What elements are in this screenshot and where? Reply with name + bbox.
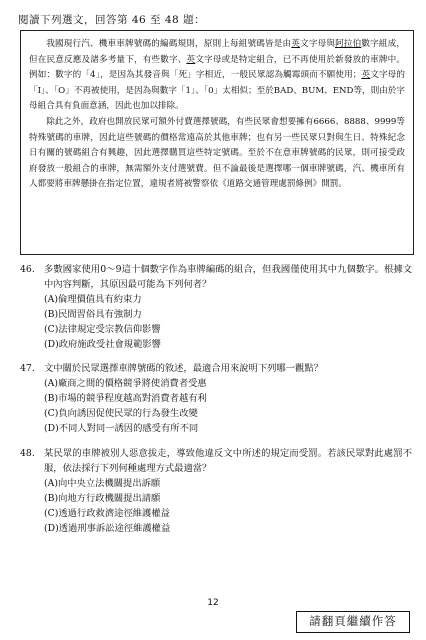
option-list <box>44 292 412 352</box>
proper-noun-underlined: 英 <box>291 39 301 49</box>
passage-text-segment: 文字母與 <box>300 39 336 49</box>
option-b[interactable]: (B)民間習俗具有強制力 <box>44 309 142 320</box>
option-list <box>44 376 412 436</box>
passage-paragraph-2: 除此之外，政府也開放民眾可額外付費選擇號碼，有些民眾會想要擁有6666、8888、9999等特殊號碼的車牌，因此這些號碼的價格常遠高於其他車牌；也有另一些民眾只對與生日、特殊紀念日有關的號碼組合有興趣，因此選擇購買這些特定號碼。至於不在意車牌號碼的民眾，則可接受政府發放一般組合的車牌，無需額外支付選號費。但不論最後是選擇哪一個車牌號碼，汽、機車所有人都要將車牌懸掛在指定位置，違規者將被警察依《道路交通管理處罰條例》開罰。 <box>29 116 405 190</box>
proper-noun-underlined: 英 <box>361 70 371 81</box>
passage-text-segment: 我國現行汽、機車車牌號碼的編碼規則，原則上每組號碼皆是由 <box>46 39 292 49</box>
reading-instruction: 閱讀下列選文，回答第 46 至 48 題： <box>18 14 206 26</box>
option-d[interactable]: (D)政府施政受社會規範影響 <box>44 339 161 350</box>
question-stem: 文中關於民眾選擇車牌號碼的敘述，最適合用來說明下列哪一觀點？ <box>44 363 323 374</box>
turn-page-notice: 請翻頁繼續作答 <box>296 611 410 633</box>
option-a[interactable]: (A)倫理價值具有約束力 <box>44 294 142 305</box>
question-48 <box>20 446 412 536</box>
reading-passage-box <box>20 30 414 255</box>
passage-text-segment: 數字組成，但在民意反應及諸多考量下，有些數字、 <box>29 39 405 65</box>
option-list <box>44 476 412 536</box>
proper-noun-underlined: 英 <box>186 54 196 65</box>
passage-text-segment: 文字母或是特定組合，已不再使用於新發放的車牌中。例如：數字的「4」，是因為其發音與「死」字相近，一般民眾認為觸霉頭而不願使用； <box>29 54 405 81</box>
question-46 <box>20 262 412 352</box>
option-c[interactable]: (C)負向誘因促使民眾的行為發生改變 <box>44 408 198 419</box>
option-a[interactable]: (A)廠商之間的價格競爭將使消費者受惠 <box>44 378 207 389</box>
proper-noun-underlined: 阿拉伯 <box>335 39 362 49</box>
question-number: 47. <box>20 363 35 374</box>
question-number: 46. <box>20 264 35 275</box>
question-47 <box>20 361 412 436</box>
option-c[interactable]: (C)法律規定受宗教信仰影響 <box>44 324 161 335</box>
passage-paragraph-1 <box>29 37 405 115</box>
question-number: 48. <box>20 448 35 459</box>
option-b[interactable]: (B)向地方行政機關提出請願 <box>44 493 161 504</box>
option-a[interactable]: (A)向中央立法機關提出訴願 <box>44 478 161 489</box>
option-d[interactable]: (D)透過刑事訴訟途徑維護權益 <box>44 523 171 534</box>
question-stem: 某民眾的車牌被別人惡意拔走，導致他違反文中所述的規定而受罰。若該民眾對此處罰不服，依法採行下列何種處理方式最適當？ <box>44 448 412 474</box>
option-d[interactable]: (D)不同人對同一誘因的感受有所不同 <box>44 423 199 434</box>
page-number: 12 <box>207 598 219 608</box>
question-stem: 多數國家使用0～9這十個數字作為車牌編碼的組合，但我國僅使用其中九個數字。根據文中內容判斷，其原因最可能為下列何者？ <box>44 264 412 290</box>
option-c[interactable]: (C)透過行政救濟途徑維護權益 <box>44 508 170 519</box>
passage-text-segment: 文字母的「I」、「O」不再被使用，是因為與數字「1」、「0」太相似；至於BAD、BUM、END等，則由於字母組合具有負面意涵，因此也加以排除。 <box>29 70 406 112</box>
option-b[interactable]: (B)市場的競爭程度越高對消費者越有利 <box>44 393 207 404</box>
